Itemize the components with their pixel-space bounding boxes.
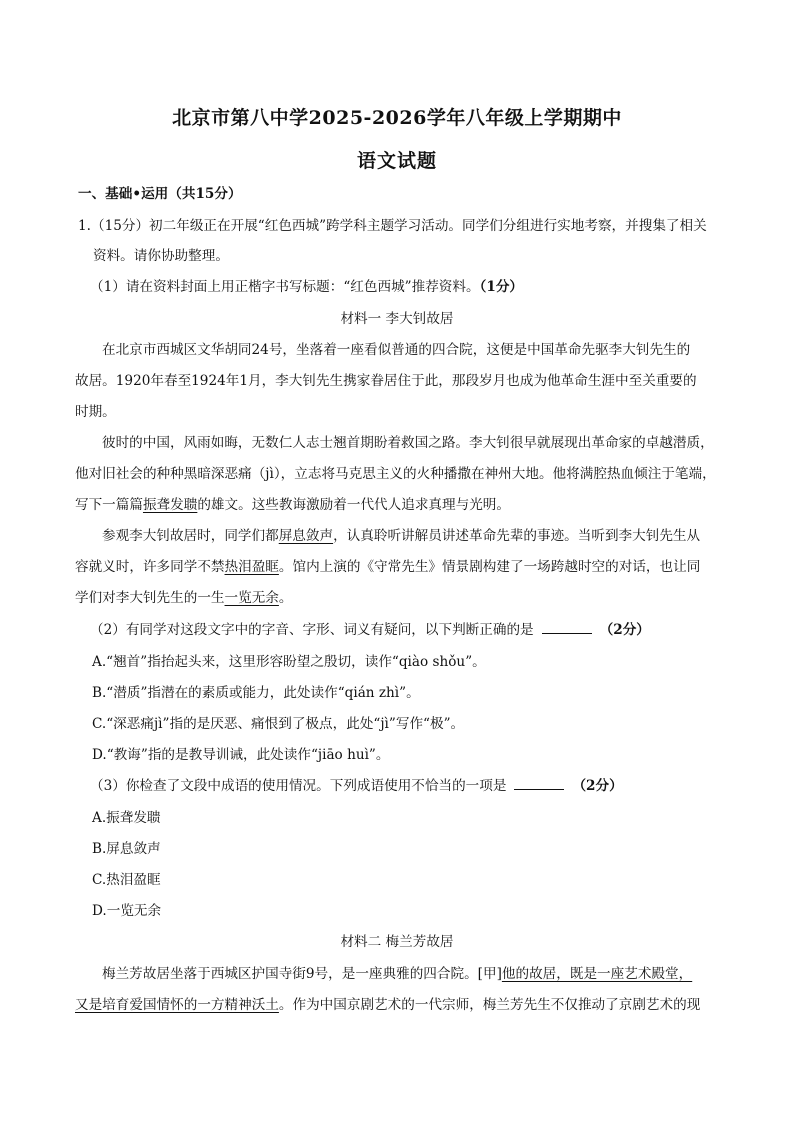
option-b: B.“潜质”指潜在的素质或能力，此处读作“qián zhì”。 bbox=[92, 685, 420, 701]
underlined-idiom: 一览无余 bbox=[224, 590, 279, 606]
page-title: 北京市第八中学2025-2026学年八年级上学期期中 bbox=[172, 107, 622, 129]
paragraph-line bbox=[75, 495, 510, 515]
question-stem-cont: 资料。请你协助整理。 bbox=[93, 248, 229, 264]
underlined-sentence: 他的故居，既是一座艺术殿堂， bbox=[501, 966, 693, 982]
page-subtitle: 语文试题 bbox=[356, 150, 437, 172]
paragraph-line bbox=[75, 557, 700, 577]
option-c: C.“深恶痛jì”指的是厌恶、痛恨到了极点，此处“jì”写作“极”。 bbox=[92, 716, 465, 732]
paragraph-line bbox=[102, 526, 700, 546]
material-1-title: 材料一 李大钊故居 bbox=[340, 311, 454, 327]
option-d: D.“教诲”指的是教导训诫，此处读作“jiāo huì”。 bbox=[92, 747, 390, 763]
paragraph-line bbox=[102, 964, 692, 984]
answer-blank[interactable] bbox=[514, 777, 564, 790]
subquestion-3-text: （3）你检查了文段中成语的使用情况。下列成语使用不恰当的一项是 bbox=[90, 778, 507, 794]
text-run: 。馆内上演的《守常先生》情景剧构建了一场跨越时空的对话，也让同 bbox=[278, 559, 701, 575]
option-c: C.热泪盈眶 bbox=[92, 872, 161, 888]
subquestion-1-text: （1）请在资料封面上用正楷字书写标题：“红色西城”推荐资料。 bbox=[90, 279, 480, 295]
text-run: 梅兰芳故居坐落于西城区护国寺街9号，是一座典雅的四合院。[甲] bbox=[102, 966, 502, 982]
subquestion-1 bbox=[90, 277, 523, 297]
subquestion-1-score: （1分） bbox=[479, 279, 524, 295]
underlined-idiom: 屏息敛声 bbox=[278, 528, 334, 544]
paragraph-line: 故居。1920年春至1924年1月，李大钊先生携家眷居住于此，那段岁月也成为他革命生涯中至关重要的 bbox=[75, 373, 697, 389]
underlined-idiom: 热泪盈眶 bbox=[224, 559, 279, 575]
text-run: 。 bbox=[278, 590, 293, 606]
paragraph-line bbox=[75, 588, 293, 608]
text-run: 学们对李大钊先生的一生 bbox=[75, 590, 225, 606]
subquestion-2-text: （2）有同学对这段文字中的字音、字形、词义有疑问，以下判断正确的是 bbox=[90, 622, 534, 638]
option-d: D.一览无余 bbox=[92, 903, 162, 919]
subquestion-2 bbox=[90, 620, 650, 640]
paragraph-line: 时期。 bbox=[75, 404, 116, 420]
text-run: 的雄文。这些教诲激励着一代代人追求真理与光明。 bbox=[197, 497, 510, 513]
section-heading: 一、基础•运用（共15分） bbox=[78, 186, 242, 202]
text-run: ，认真聆听讲解员讲述革命先辈的事迹。当听到李大钊先生从 bbox=[333, 528, 701, 544]
material-2-title: 材料二 梅兰芳故居 bbox=[340, 934, 454, 950]
underlined-sentence: 又是培育爱国情怀的一方精神沃土 bbox=[75, 997, 279, 1013]
answer-blank[interactable] bbox=[542, 621, 592, 634]
paragraph-line: 彼时的中国，风雨如晦，无数仁人志士翘首期盼着救国之路。李大钊很早就展现出革命家的卓越潜质， bbox=[102, 435, 714, 451]
subquestion-3 bbox=[90, 776, 623, 796]
option-b: B.屏息敛声 bbox=[92, 841, 161, 857]
underlined-idiom: 振聋发聩 bbox=[142, 497, 198, 513]
subquestion-2-score: （2分） bbox=[599, 622, 650, 638]
subquestion-3-score: （2分） bbox=[572, 778, 623, 794]
text-run: 。作为中国京剧艺术的一代宗师，梅兰芳先生不仅推动了京剧艺术的现 bbox=[278, 997, 701, 1013]
text-run: 容就义时，许多同学不禁 bbox=[75, 559, 225, 575]
option-a: A.“翘首”指抬起头来，这里形容盼望之殷切，读作“qiào shǒu”。 bbox=[92, 654, 486, 670]
text-run: 写下一篇篇 bbox=[75, 497, 143, 513]
question-stem: 1.（15分）初二年级正在开展“红色西城”跨学科主题学习活动。同学们分组进行实地考察，并搜集了相关 bbox=[78, 218, 707, 234]
option-a: A.振聋发聩 bbox=[92, 810, 161, 826]
paragraph-line: 他对旧社会的种种黑暗深恶痛（jì），立志将马克思主义的火种播撒在神州大地。他将满腔热血倾注于笔端， bbox=[75, 466, 716, 482]
text-run: 参观李大钊故居时，同学们都 bbox=[102, 528, 279, 544]
paragraph-line: 在北京市西城区文华胡同24号，坐落着一座看似普通的四合院，这便是中国革命先驱李大钊先生的 bbox=[102, 342, 691, 358]
paragraph-line bbox=[75, 995, 700, 1015]
